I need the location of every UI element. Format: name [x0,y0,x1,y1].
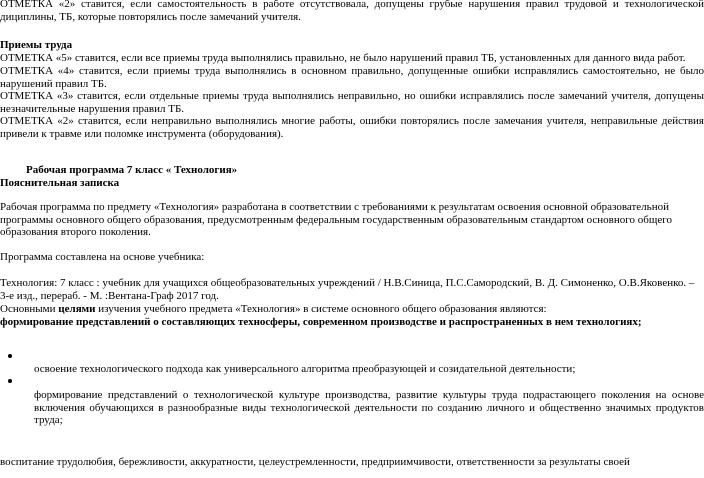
goals-intro: Основными целями изучения учебного предмета «Технология» в системе основного общего образования являются: [0,303,547,315]
textbook-reference: Технология: 7 класс : учебник для учащихся общеобразовательных учреждений / Н.В.Синица, П.С.Самородский, В. Д. Симоненко, О.В.Яковенко. – 3-е изд., перераб. - М. :Вентана-Граф 2017 год. [0,277,695,302]
goals-last-line: воспитание трудолюбия, бережливости, аккуратности, целеустремленности, предприимчивости, ответственности за результаты своей [0,456,630,468]
methods-grade2: ОТМЕТКА «2» ставится, если неправильно выполнялись многие работы, ошибки повторялись после замечания учителя, неправильные действия привели к травме или поломке инструмента (оборудования). [0,115,704,140]
methods-grade3: ОТМЕТКА «3» ставится, если отдельные приемы труда выполнялись неправильно, но ошибки исправлялись после замечаний учителя, допущены незначительные нарушения правил ТБ. [0,90,704,115]
bullet-item-1: освоение технологического подхода как универсального алгоритма преобразующей и созидательной деятельности; [34,363,576,375]
program-intro: Рабочая программа по предмету «Технология» разработана в соответствии с требованиями к результатам освоения основной образовательной программы основного общего образования, предусмотренным федеральным государственным образовательным стандартом основного общего образования второго поколения. [0,201,672,239]
bullet-marker [8,354,12,358]
methods-grade5: ОТМЕТКА «5» ставится, если все приемы труда выполнялись правильно, не было нарушений правил ТБ, установленных для данного вида работ. [0,52,686,64]
goals-line2: формирование представлений о составляющих техносферы, современном производстве и распространенных в нем технологиях; [0,316,642,328]
bullet-item-2: формирование представлений о технологической культуре производства, развитие культуры труда подрастающего поколения на основе включения обучающихся в разнообразные виды технологической деятельности по созданию личного и общественно значимых продуктов труда; [34,389,704,427]
program-subtitle: Пояснительная записка [0,177,120,189]
methods-heading: Приемы труда [0,39,73,51]
program-title: Рабочая программа 7 класс « Технология» [26,164,238,176]
bullet-marker [8,379,12,383]
grade2-work-line1: ОТМЕТКА «2» ставится, если самостоятельность в работе отсутствовала, допущены грубые нарушения правил трудовой и технологической [0,0,704,10]
textbook-lead: Программа составлена на основе учебника: [0,251,205,263]
methods-grade4: ОТМЕТКА «4» ставится, если приемы труда выполнялись в основном правильно, допущенные ошибки исправлялись самостоятельно, не было нарушений правил ТБ. [0,65,704,90]
grade2-work-line2: дициплины, ТБ, которые повторялись после замечаний учителя. [0,11,301,23]
